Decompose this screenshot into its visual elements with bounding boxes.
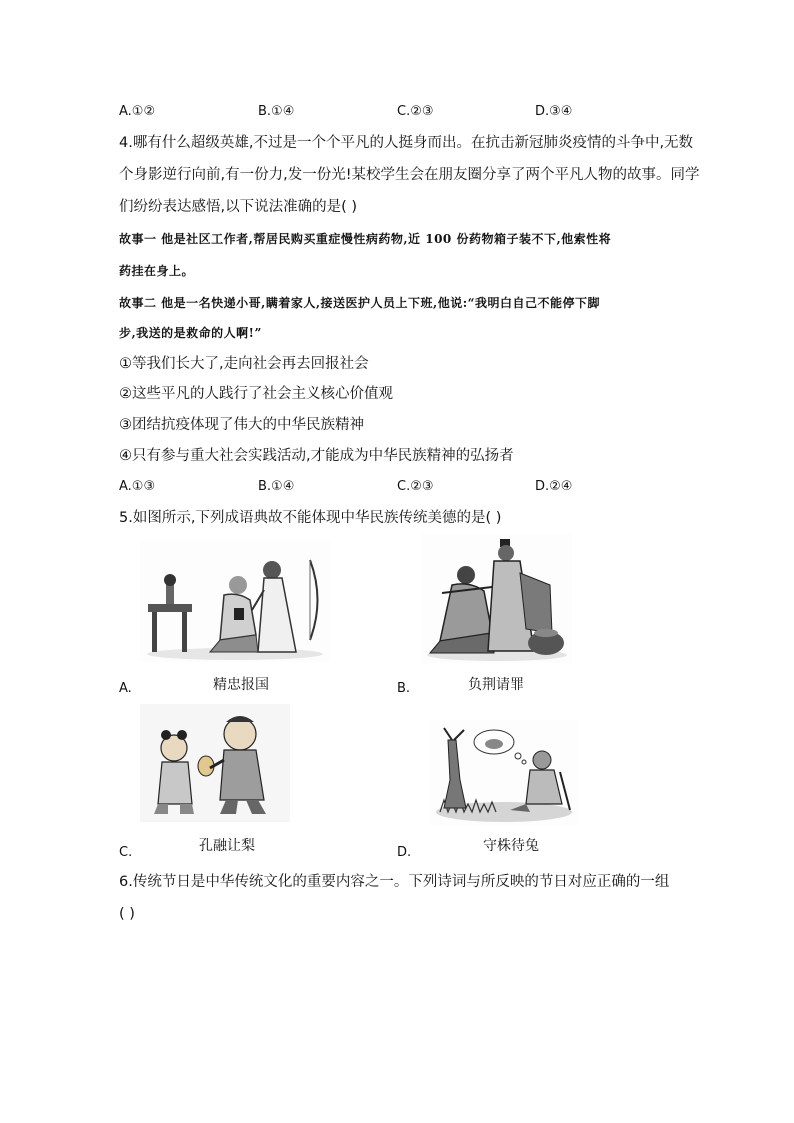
image-b-letter: B. <box>397 681 411 696</box>
q3-option-c: C.②③ <box>397 104 434 119</box>
statement-1: ①等我们长大了,走向社会再去回报社会 <box>119 356 369 372</box>
illustration-jingzhong-baoguo <box>140 540 330 662</box>
image-d-caption: 守株待兔 <box>483 838 539 854</box>
q4-option-c: C.②③ <box>397 479 434 494</box>
q4-option-a: A.①③ <box>119 479 156 494</box>
q5-stem: 5.如图所示,下列成语典故不能体现中华民族传统美德的是( ) <box>119 510 502 526</box>
q4-stem-line-1: 4.哪有什么超级英雄,不过是一个个平凡的人挺身而出。在抗击新冠肺炎疫情的斗争中,无数 <box>119 135 694 151</box>
q4-stem-line-2: 个身影逆行向前,有一份力,发一份光!某校学生会在朋友圈分享了两个平凡人物的故事。同学 <box>119 167 700 183</box>
image-c-caption: 孔融让梨 <box>199 838 255 854</box>
image-a-caption: 精忠报国 <box>213 677 269 693</box>
illustration-fujing-qingzui <box>422 533 572 663</box>
q3-option-d: D.③④ <box>535 104 573 119</box>
q6-stem-line-1: 6.传统节日是中华传统文化的重要内容之一。下列诗词与所反映的节日对应正确的一组 <box>119 874 670 890</box>
q3-option-a: A.①② <box>119 104 156 119</box>
image-b-caption: 负荆请罪 <box>468 677 524 693</box>
q4-option-b: B.①④ <box>258 479 295 494</box>
q4-stem-line-3: 们纷纷表达感悟,以下说法准确的是( ) <box>119 199 358 215</box>
story-2-line-1: 故事二 他是一名快递小哥,瞒着家人,接送医护人员上下班,他说:“我明白自己不能停下脚 <box>119 296 601 310</box>
illustration-kongrong-rangli <box>140 704 290 822</box>
q3-option-b: B.①④ <box>258 104 295 119</box>
image-d-letter: D. <box>397 845 412 860</box>
image-c-letter: C. <box>119 845 133 860</box>
statement-4: ④只有参与重大社会实践活动,才能成为中华民族精神的弘扬者 <box>119 448 514 464</box>
story-2-line-2: 步,我送的是救命的人啊!” <box>119 326 262 340</box>
statement-3: ③团结抗疫体现了伟大的中华民族精神 <box>119 417 364 433</box>
image-a-letter: A. <box>119 681 132 696</box>
q4-option-d: D.②④ <box>535 479 573 494</box>
illustration-shouzhu-daitu <box>430 720 578 826</box>
story-1-line-2: 药挂在身上。 <box>119 264 195 278</box>
statement-2: ②这些平凡的人践行了社会主义核心价值观 <box>119 386 393 402</box>
story-1-line-1: 故事一 他是社区工作者,帮居民购买重症慢性病药物,近 100 份药物箱子装不下,他索性将 <box>119 232 612 246</box>
q6-stem-line-2: ( ) <box>119 906 135 922</box>
